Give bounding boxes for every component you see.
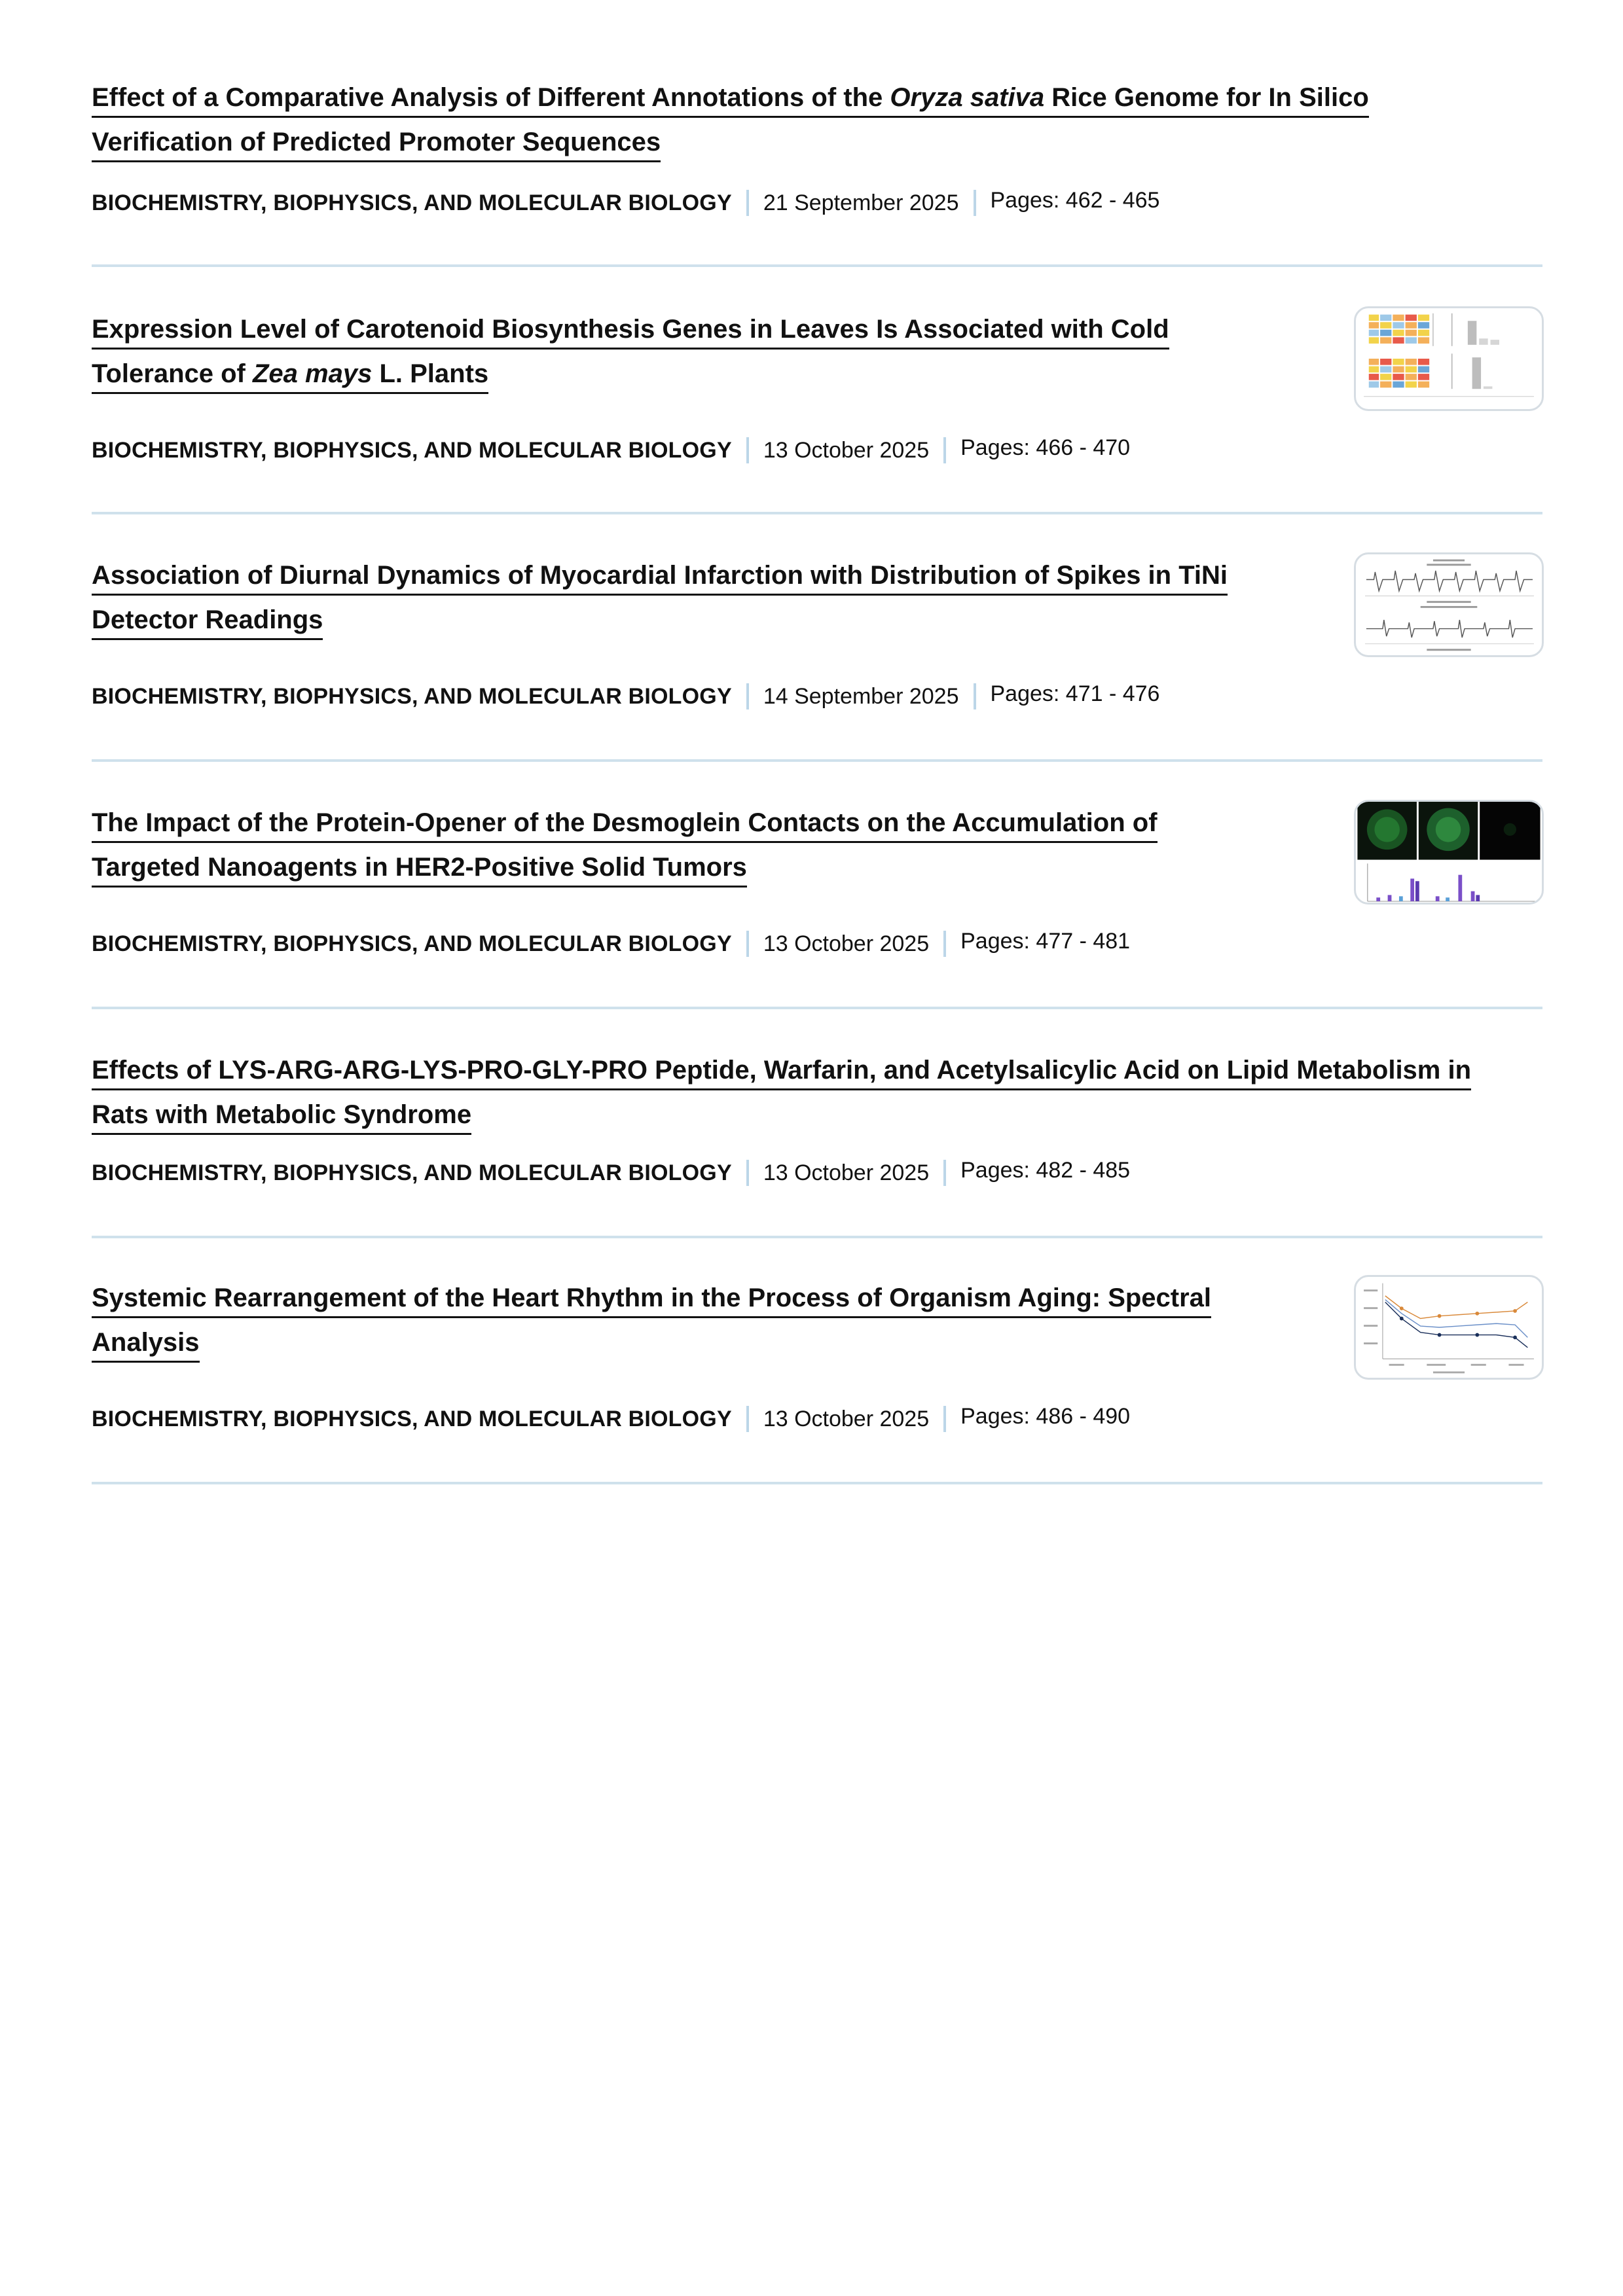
page-range: Pages: 486 - 490 [960,1403,1131,1429]
journal-name[interactable]: BIOCHEMISTRY, BIOPHYSICS, AND MOLECULAR BIOLOGY [92,1406,732,1431]
meta-separator [974,683,976,709]
article-title-line[interactable] [92,1052,1471,1090]
article-title-line[interactable] [92,804,1158,843]
meta-separator [943,437,946,463]
meta-separator [746,1160,749,1186]
page-range: Pages: 482 - 485 [960,1157,1131,1183]
title-segment: Analysis [92,1328,200,1357]
article-title-link[interactable] [92,1050,1471,1139]
article-thumbnail[interactable] [1354,1275,1544,1380]
page-range: Pages: 477 - 481 [960,928,1131,954]
article-meta [92,928,1131,957]
article-item [92,514,1542,762]
journal-name[interactable]: BIOCHEMISTRY, BIOPHYSICS, AND MOLECULAR BIOLOGY [92,931,732,956]
journal-name[interactable]: BIOCHEMISTRY, BIOPHYSICS, AND MOLECULAR BIOLOGY [92,437,732,463]
article-title-line[interactable] [92,79,1369,118]
title-segment: Effects of LYS-ARG-ARG-LYS-PRO-GLY-PRO Peptide, Warfarin, and Acetylsalicylic Acid on Lipid Metabolism in [92,1056,1472,1085]
title-segment: Tolerance of [92,359,253,388]
title-segment: Effect of a Comparative Analysis of Different Annotations of the [92,83,890,112]
article-title-line[interactable] [92,355,488,394]
title-segment: Association of Diurnal Dynamics of Myocardial Infarction with Distribution of Spikes in TiNi [92,561,1228,590]
page-range: Pages: 462 - 465 [990,187,1160,213]
article-title-link[interactable] [92,802,1158,891]
title-segment: Expression Level of Carotenoid Biosynthesis Genes in Leaves Is Associated with Cold [92,315,1169,344]
meta-separator [746,190,749,216]
article-meta [92,683,1159,709]
article-thumbnail[interactable] [1354,552,1544,657]
publication-date: 14 September 2025 [763,683,959,709]
title-italic-segment: Zea mays [252,359,373,388]
meta-separator [746,683,749,709]
title-italic-segment: Oryza sativa [890,83,1045,112]
meta-separator [746,1406,749,1432]
article-title-line[interactable] [92,1280,1211,1318]
article-meta [92,187,1160,216]
title-segment: Verification of Predicted Promoter Sequences [92,128,661,156]
article-thumbnail[interactable] [1354,306,1544,411]
title-segment: Rice Genome for In Silico [1044,83,1369,112]
article-thumbnail[interactable] [1354,800,1544,905]
article-title-link[interactable] [92,1278,1211,1367]
meta-separator [943,931,946,957]
article-item [92,0,1542,267]
article-title-link[interactable] [92,309,1169,398]
page-range: Pages: 466 - 470 [960,435,1131,460]
article-item [92,1238,1542,1484]
title-segment: Systemic Rearrangement of the Heart Rhythm in the Process of Organism Aging: Spectral [92,1283,1212,1312]
article-title-line[interactable] [92,849,747,888]
article-title-link[interactable] [92,77,1369,166]
article-item [92,267,1542,514]
article-meta [92,1403,1131,1432]
meta-separator [746,437,749,463]
publication-date: 21 September 2025 [763,190,959,215]
meta-separator [943,1406,946,1432]
journal-name[interactable]: BIOCHEMISTRY, BIOPHYSICS, AND MOLECULAR BIOLOGY [92,190,732,215]
meta-separator [746,931,749,957]
article-meta [92,1157,1131,1186]
article-meta [92,437,1130,463]
article-title-line[interactable] [92,557,1228,596]
publication-date: 13 October 2025 [763,1160,930,1185]
title-segment: Targeted Nanoagents in HER2-Positive Solid Tumors [92,853,747,882]
article-title-line[interactable] [92,311,1169,350]
title-segment: The Impact of the Protein-Opener of the Desmoglein Contacts on the Accumulation of [92,808,1158,837]
line-plot-figure [1356,1277,1542,1378]
microscopy-bar-figure [1356,802,1542,903]
article-item [92,1009,1542,1238]
article-title-line[interactable] [92,1324,200,1363]
waveform-figure [1356,554,1542,655]
title-segment: Detector Readings [92,605,323,634]
article-item [92,762,1542,1009]
meta-separator [974,190,976,216]
title-segment: L. Plants [372,359,489,388]
article-title-line[interactable] [92,1096,471,1135]
article-list [92,0,1542,1484]
title-segment: Rats with Metabolic Syndrome [92,1100,472,1129]
publication-date: 13 October 2025 [763,1406,930,1431]
publication-date: 13 October 2025 [763,931,930,956]
publication-date: 13 October 2025 [763,437,930,463]
journal-name[interactable]: BIOCHEMISTRY, BIOPHYSICS, AND MOLECULAR BIOLOGY [92,683,732,709]
meta-separator [943,1160,946,1186]
article-title-link[interactable] [92,555,1228,644]
journal-name[interactable]: BIOCHEMISTRY, BIOPHYSICS, AND MOLECULAR BIOLOGY [92,1160,732,1185]
article-title-line[interactable] [92,124,661,162]
heatmap-table-figure [1356,308,1542,409]
article-title-line[interactable] [92,601,323,640]
page-range: Pages: 471 - 476 [990,681,1160,706]
